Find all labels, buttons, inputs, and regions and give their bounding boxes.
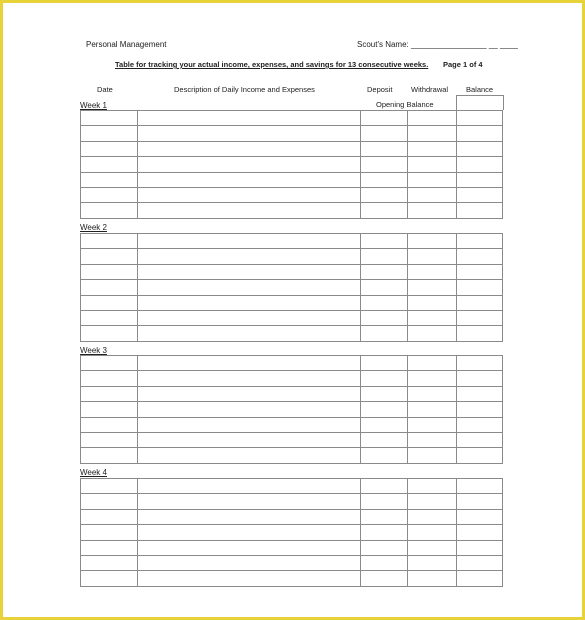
- description-cell[interactable]: [138, 540, 361, 555]
- withdrawal-cell[interactable]: [408, 111, 456, 126]
- deposit-cell[interactable]: [360, 141, 407, 156]
- description-cell[interactable]: [138, 448, 361, 463]
- balance-cell[interactable]: [456, 417, 502, 432]
- balance-cell[interactable]: [456, 310, 502, 325]
- date-cell[interactable]: [81, 386, 138, 401]
- balance-cell[interactable]: [456, 264, 502, 279]
- balance-header-box: [456, 95, 504, 110]
- description-cell[interactable]: [138, 203, 361, 218]
- table-row: [81, 417, 503, 432]
- balance-cell[interactable]: [456, 540, 502, 555]
- table-row: [81, 249, 503, 264]
- date-cell[interactable]: [81, 402, 138, 417]
- deposit-cell[interactable]: [360, 234, 407, 249]
- date-cell[interactable]: [81, 141, 138, 156]
- table-row: [81, 540, 503, 555]
- deposit-cell[interactable]: [360, 540, 407, 555]
- balance-cell[interactable]: [456, 386, 502, 401]
- balance-cell[interactable]: [456, 326, 502, 341]
- withdrawal-cell[interactable]: [408, 310, 456, 325]
- column-header-date: Date: [97, 85, 113, 94]
- date-cell[interactable]: [81, 157, 138, 172]
- table-row: [81, 432, 503, 447]
- description-cell[interactable]: [138, 386, 361, 401]
- balance-cell[interactable]: [456, 371, 502, 386]
- deposit-cell[interactable]: [360, 386, 407, 401]
- description-cell[interactable]: [138, 402, 361, 417]
- description-cell[interactable]: [138, 494, 361, 509]
- ledger-body: [81, 479, 503, 587]
- instruction-text: Table for tracking your actual income, expenses, and savings for 13 consecutive weeks.: [115, 60, 429, 69]
- description-cell[interactable]: [138, 371, 361, 386]
- deposit-cell[interactable]: [360, 187, 407, 202]
- date-cell[interactable]: [81, 280, 138, 295]
- date-cell[interactable]: [81, 525, 138, 540]
- withdrawal-cell[interactable]: [408, 555, 456, 570]
- withdrawal-cell[interactable]: [408, 386, 456, 401]
- withdrawal-cell[interactable]: [408, 280, 456, 295]
- table-row: [81, 386, 503, 401]
- withdrawal-cell[interactable]: [408, 509, 456, 524]
- deposit-cell[interactable]: [360, 326, 407, 341]
- date-cell[interactable]: [81, 371, 138, 386]
- balance-cell[interactable]: [456, 479, 502, 494]
- withdrawal-cell[interactable]: [408, 432, 456, 447]
- date-cell[interactable]: [81, 571, 138, 586]
- deposit-cell[interactable]: [360, 432, 407, 447]
- column-header-description: Description of Daily Income and Expenses: [174, 85, 315, 94]
- balance-cell[interactable]: [456, 157, 502, 172]
- withdrawal-cell[interactable]: [408, 172, 456, 187]
- withdrawal-cell[interactable]: [408, 126, 456, 141]
- date-cell[interactable]: [81, 126, 138, 141]
- date-cell[interactable]: [81, 264, 138, 279]
- balance-cell[interactable]: [456, 356, 502, 371]
- description-cell[interactable]: [138, 555, 361, 570]
- withdrawal-cell[interactable]: [408, 494, 456, 509]
- table-row: [81, 525, 503, 540]
- table-row: [81, 326, 503, 341]
- table-row: [81, 141, 503, 156]
- deposit-cell[interactable]: [360, 295, 407, 310]
- date-cell[interactable]: [81, 310, 138, 325]
- balance-cell[interactable]: [456, 509, 502, 524]
- deposit-cell[interactable]: [360, 249, 407, 264]
- date-cell[interactable]: [81, 494, 138, 509]
- description-cell[interactable]: [138, 280, 361, 295]
- opening-balance-label: Opening Balance: [376, 100, 434, 109]
- withdrawal-cell[interactable]: [408, 234, 456, 249]
- table-row: [81, 172, 503, 187]
- date-cell[interactable]: [81, 326, 138, 341]
- table-row: [81, 571, 503, 586]
- withdrawal-cell[interactable]: [408, 417, 456, 432]
- table-row: [81, 280, 503, 295]
- table-row: [81, 310, 503, 325]
- description-cell[interactable]: [138, 234, 361, 249]
- withdrawal-cell[interactable]: [408, 525, 456, 540]
- date-cell[interactable]: [81, 448, 138, 463]
- withdrawal-cell[interactable]: [408, 187, 456, 202]
- date-cell[interactable]: [81, 509, 138, 524]
- table-row: [81, 402, 503, 417]
- table-row: [81, 371, 503, 386]
- deposit-cell[interactable]: [360, 126, 407, 141]
- withdrawal-cell[interactable]: [408, 157, 456, 172]
- description-cell[interactable]: [138, 509, 361, 524]
- date-cell[interactable]: [81, 172, 138, 187]
- withdrawal-cell[interactable]: [408, 479, 456, 494]
- deposit-cell[interactable]: [360, 402, 407, 417]
- table-row: [81, 111, 503, 126]
- document-title: Personal Management: [86, 40, 167, 49]
- table-row: [81, 187, 503, 202]
- deposit-cell[interactable]: [360, 525, 407, 540]
- scout-name-field[interactable]: Scout's Name: _________________ __ ____: [357, 40, 518, 49]
- date-cell[interactable]: [81, 249, 138, 264]
- withdrawal-cell[interactable]: [408, 141, 456, 156]
- table-row: [81, 264, 503, 279]
- page-number: Page 1 of 4: [443, 60, 483, 69]
- description-cell[interactable]: [138, 356, 361, 371]
- balance-cell[interactable]: [456, 295, 502, 310]
- description-cell[interactable]: [138, 157, 361, 172]
- ledger-table: [80, 110, 503, 219]
- withdrawal-cell[interactable]: [408, 295, 456, 310]
- balance-cell[interactable]: [456, 525, 502, 540]
- week-label: Week 4: [80, 468, 107, 477]
- withdrawal-cell[interactable]: [408, 264, 456, 279]
- table-row: [81, 126, 503, 141]
- table-row: [81, 295, 503, 310]
- date-cell[interactable]: [81, 540, 138, 555]
- deposit-cell[interactable]: [360, 172, 407, 187]
- withdrawal-cell[interactable]: [408, 402, 456, 417]
- week-label: Week 1: [80, 101, 107, 110]
- balance-cell[interactable]: [456, 234, 502, 249]
- deposit-cell[interactable]: [360, 509, 407, 524]
- balance-cell[interactable]: [456, 494, 502, 509]
- description-cell[interactable]: [138, 141, 361, 156]
- table-row: [81, 555, 503, 570]
- table-row: [81, 479, 503, 494]
- withdrawal-cell[interactable]: [408, 540, 456, 555]
- column-header-withdrawal: Withdrawal: [411, 85, 449, 94]
- withdrawal-cell[interactable]: [408, 371, 456, 386]
- balance-cell[interactable]: [456, 555, 502, 570]
- withdrawal-cell[interactable]: [408, 249, 456, 264]
- description-cell[interactable]: [138, 187, 361, 202]
- balance-cell[interactable]: [456, 126, 502, 141]
- deposit-cell[interactable]: [360, 555, 407, 570]
- description-cell[interactable]: [138, 525, 361, 540]
- balance-cell[interactable]: [456, 402, 502, 417]
- ledger-body: [81, 111, 503, 219]
- deposit-cell[interactable]: [360, 371, 407, 386]
- balance-cell[interactable]: [456, 571, 502, 586]
- balance-cell[interactable]: [456, 249, 502, 264]
- deposit-cell[interactable]: [360, 111, 407, 126]
- description-cell[interactable]: [138, 310, 361, 325]
- deposit-cell[interactable]: [360, 417, 407, 432]
- week-label: Week 3: [80, 346, 107, 355]
- balance-cell[interactable]: [456, 432, 502, 447]
- balance-cell[interactable]: [456, 172, 502, 187]
- withdrawal-cell[interactable]: [408, 571, 456, 586]
- description-cell[interactable]: [138, 479, 361, 494]
- deposit-cell[interactable]: [360, 356, 407, 371]
- date-cell[interactable]: [81, 234, 138, 249]
- table-row: [81, 494, 503, 509]
- balance-cell[interactable]: [456, 187, 502, 202]
- description-cell[interactable]: [138, 172, 361, 187]
- ledger-body: [81, 356, 503, 464]
- ledger-body: [81, 234, 503, 342]
- description-cell[interactable]: [138, 326, 361, 341]
- deposit-cell[interactable]: [360, 448, 407, 463]
- date-cell[interactable]: [81, 432, 138, 447]
- date-cell[interactable]: [81, 111, 138, 126]
- date-cell[interactable]: [81, 479, 138, 494]
- balance-cell[interactable]: [456, 448, 502, 463]
- ledger-table: [80, 355, 503, 464]
- deposit-cell[interactable]: [360, 264, 407, 279]
- deposit-cell[interactable]: [360, 157, 407, 172]
- description-cell[interactable]: [138, 249, 361, 264]
- week-label: Week 2: [80, 223, 107, 232]
- date-cell[interactable]: [81, 417, 138, 432]
- description-cell[interactable]: [138, 571, 361, 586]
- table-row: [81, 157, 503, 172]
- withdrawal-cell[interactable]: [408, 326, 456, 341]
- table-row: [81, 448, 503, 463]
- date-cell[interactable]: [81, 356, 138, 371]
- description-cell[interactable]: [138, 126, 361, 141]
- table-row: [81, 509, 503, 524]
- column-header-balance: Balance: [466, 85, 494, 94]
- deposit-cell[interactable]: [360, 310, 407, 325]
- description-cell[interactable]: [138, 295, 361, 310]
- balance-cell[interactable]: [456, 111, 502, 126]
- date-cell[interactable]: [81, 555, 138, 570]
- description-cell[interactable]: [138, 264, 361, 279]
- balance-cell[interactable]: [456, 203, 502, 218]
- balance-cell[interactable]: [456, 141, 502, 156]
- column-header-deposit: Deposit: [367, 85, 393, 94]
- withdrawal-cell[interactable]: [408, 448, 456, 463]
- withdrawal-cell[interactable]: [408, 203, 456, 218]
- ledger-table: [80, 233, 503, 342]
- date-cell[interactable]: [81, 295, 138, 310]
- deposit-cell[interactable]: [360, 479, 407, 494]
- table-row: [81, 203, 503, 218]
- balance-cell[interactable]: [456, 280, 502, 295]
- table-row: [81, 234, 503, 249]
- description-cell[interactable]: [138, 417, 361, 432]
- description-cell[interactable]: [138, 432, 361, 447]
- date-cell[interactable]: [81, 187, 138, 202]
- deposit-cell[interactable]: [360, 280, 407, 295]
- deposit-cell[interactable]: [360, 203, 407, 218]
- table-row: [81, 356, 503, 371]
- date-cell[interactable]: [81, 203, 138, 218]
- deposit-cell[interactable]: [360, 571, 407, 586]
- ledger-table: [80, 478, 503, 587]
- withdrawal-cell[interactable]: [408, 356, 456, 371]
- deposit-cell[interactable]: [360, 494, 407, 509]
- description-cell[interactable]: [138, 111, 361, 126]
